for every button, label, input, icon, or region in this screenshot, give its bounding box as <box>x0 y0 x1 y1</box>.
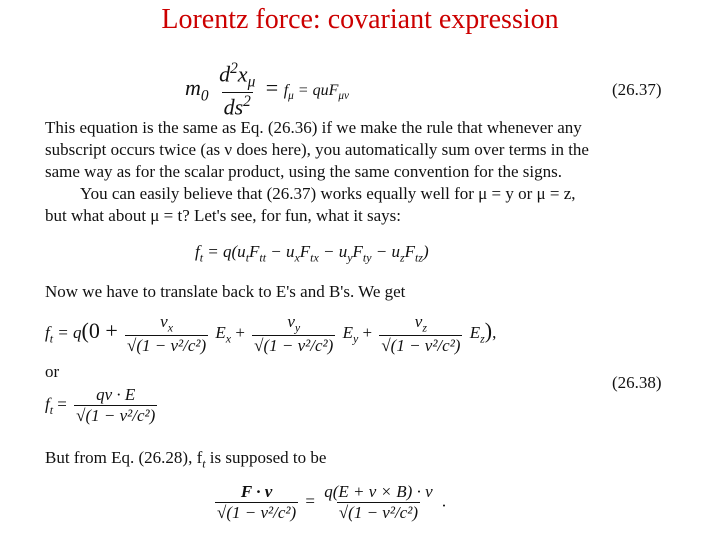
eq2-plus2: + <box>362 323 373 343</box>
paragraph-2-line-2: but what about μ = t? Let's see, for fun, what it says: <box>45 206 402 225</box>
eq2-E2: E <box>342 323 353 343</box>
eq4-left-den: √(1 − v²/c²) <box>217 503 297 522</box>
eq4-right-fraction <box>322 482 434 523</box>
eq2-open: (0 + <box>81 318 118 344</box>
eq2-t3-num-sub: z <box>422 320 427 335</box>
paragraph-4-sub: t <box>202 456 206 471</box>
paragraph-3: Now we have to translate back to E's and B's. We get <box>45 282 406 301</box>
eq4-eq: = <box>305 491 315 511</box>
eq2-t3-den: √(1 − v²/c²) <box>381 336 461 356</box>
eq2-eq: = q <box>57 323 82 343</box>
eq-f: f <box>283 82 289 100</box>
eq2-E2-sub: y <box>352 331 359 346</box>
eq-F: F <box>328 82 339 100</box>
paragraph-1-line-3: same way as for the scalar product, using the same convention for the signs. <box>45 162 562 181</box>
eq-qu: = qu <box>297 82 329 100</box>
paragraph-4-end: is supposed to be <box>205 448 327 467</box>
eq2-f-sub: t <box>49 331 54 346</box>
eq2-close: ) <box>484 318 493 344</box>
eq4-right-den: √(1 − v²/c²) <box>338 503 418 522</box>
eq2-t2-den: √(1 − v²/c²) <box>254 336 334 356</box>
eq2-E1: E <box>215 323 226 343</box>
eq-d-sup: 2 <box>230 60 238 77</box>
paragraph-1-line-2: subscript occurs twice (as ν does here), you automatically sum over terms in the <box>45 140 589 159</box>
eq3-f: f <box>45 394 50 414</box>
eq3-f-sub: t <box>49 402 54 417</box>
eq4-dot: . <box>441 491 447 511</box>
eq-x: x <box>237 61 248 87</box>
eq-x-sub: μ <box>247 73 256 91</box>
eq2-E3-sub: z <box>480 331 485 346</box>
eq-d: d <box>219 61 231 87</box>
eq4-right-num: q(E + v × B) · v <box>324 482 433 501</box>
eq-F-sub: μν <box>338 90 349 103</box>
eq2-E1-sub: x <box>225 331 232 346</box>
equation-number-26-38: (26.38) <box>612 373 662 392</box>
paragraph-4-text: But from Eq. (26.28), f <box>45 448 203 467</box>
eq-mass-sub: 0 <box>200 87 209 105</box>
eq2-t2-num: v <box>287 312 295 331</box>
eq-f-sub: μ <box>288 90 294 103</box>
eq2-plus1: + <box>235 323 245 343</box>
eq4-left-fraction <box>215 482 298 523</box>
eq2-t3-num: v <box>414 312 423 331</box>
paragraph-2-line-1: You can easily believe that (26.37) works equally well for μ = y or μ = z, <box>80 184 576 203</box>
eq2-f: f <box>45 323 50 343</box>
eq2-term-1 <box>125 312 208 356</box>
equation-ft-expansion: $f_t = q(u_tF_{tt} - u_xF_{tx} - u_yF_{ty} - u_zF_{tz})$ <box>195 242 429 265</box>
equation-26-38 <box>45 385 160 426</box>
eq-derivative-fraction <box>217 60 257 120</box>
eq3-num: qv · E <box>96 385 136 404</box>
equation-final <box>212 482 446 523</box>
eq-equals: = <box>265 75 279 101</box>
eq2-term-2 <box>252 312 335 356</box>
eq2-t2-num-sub: y <box>294 320 301 335</box>
eq2-t1-num: v <box>160 312 168 331</box>
paragraph-4 <box>45 448 326 471</box>
eq-ds-sup: 2 <box>243 92 251 110</box>
eq-mass: m <box>185 75 201 101</box>
eq3-den: √(1 − v²/c²) <box>76 406 156 425</box>
equation-26-37 <box>185 60 349 120</box>
eq4-left-num: F · v <box>240 482 273 501</box>
eq2-t1-num-sub: x <box>167 320 173 335</box>
eq2-t1-den: √(1 − v²/c²) <box>127 336 207 356</box>
slide-title: Lorentz force: covariant expression <box>161 4 559 35</box>
eq3-eq: = <box>57 394 67 414</box>
or-text: or <box>45 362 60 381</box>
eq2-term-3 <box>379 312 462 356</box>
eq3-fraction <box>74 385 157 426</box>
eq2-comma: , <box>492 323 497 343</box>
eq2-E3: E <box>469 323 481 343</box>
equation-ft-components <box>45 312 496 356</box>
eq-ds: ds <box>223 94 244 120</box>
equation-number-26-37: (26.37) <box>612 80 662 99</box>
paragraph-1-line-1: This equation is the same as Eq. (26.36) if we make the rule that whenever any <box>45 118 582 137</box>
